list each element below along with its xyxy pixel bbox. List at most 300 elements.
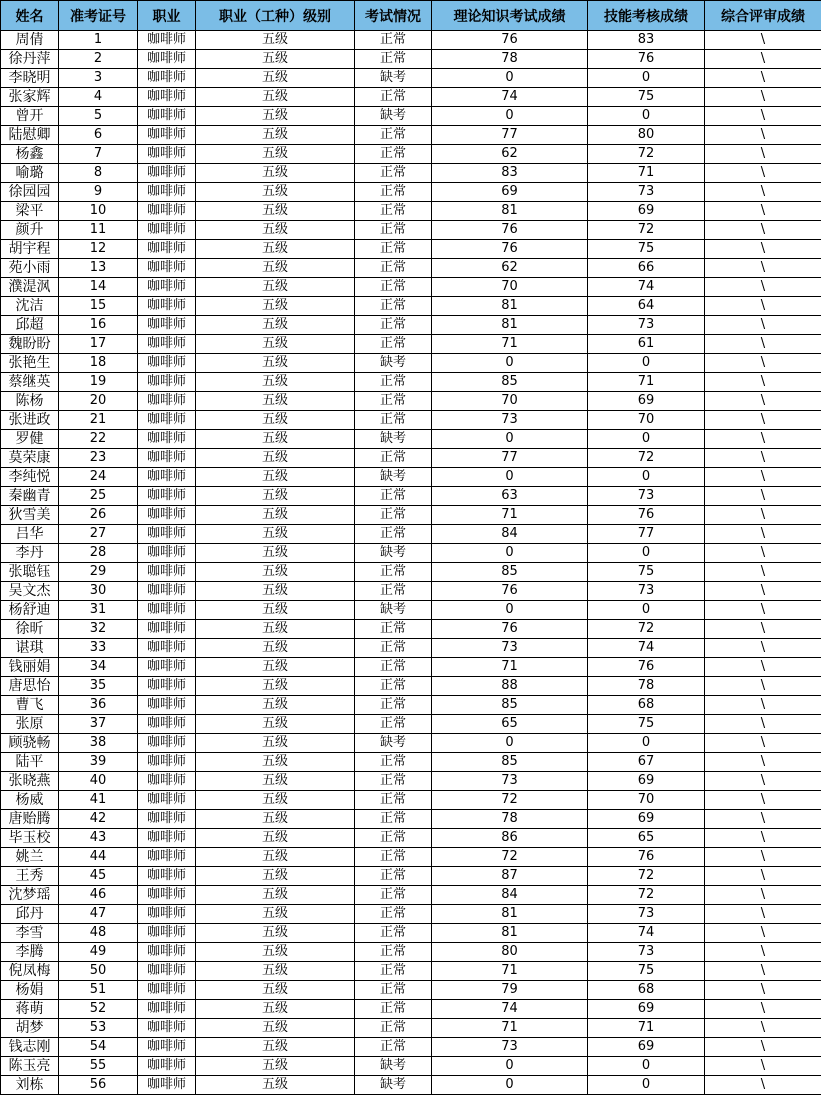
theory-score-cell: 77 xyxy=(432,449,588,468)
exam-status-cell: 正常 xyxy=(355,411,432,430)
level-cell: 五级 xyxy=(196,829,355,848)
overall-score-cell: \ xyxy=(705,468,821,487)
ticket-number-cell: 54 xyxy=(59,1038,138,1057)
skill-score-cell: 66 xyxy=(588,259,705,278)
skill-score-cell: 74 xyxy=(588,278,705,297)
table-row xyxy=(1,829,821,848)
name-cell: 吴文杰 xyxy=(1,582,59,601)
ticket-number-cell: 29 xyxy=(59,563,138,582)
exam-status-cell: 正常 xyxy=(355,582,432,601)
exam-status-cell: 正常 xyxy=(355,696,432,715)
ticket-number-cell: 51 xyxy=(59,981,138,1000)
skill-score-cell: 71 xyxy=(588,1019,705,1038)
occupation-cell: 咖啡师 xyxy=(138,658,196,677)
level-cell: 五级 xyxy=(196,563,355,582)
name-cell: 曹飞 xyxy=(1,696,59,715)
level-cell: 五级 xyxy=(196,981,355,1000)
occupation-cell: 咖啡师 xyxy=(138,487,196,506)
name-cell: 李纯悦 xyxy=(1,468,59,487)
name-cell: 张家辉 xyxy=(1,88,59,107)
exam-status-cell: 正常 xyxy=(355,658,432,677)
table-row xyxy=(1,867,821,886)
exam-status-cell: 正常 xyxy=(355,886,432,905)
level-cell: 五级 xyxy=(196,1057,355,1076)
ticket-number-cell: 20 xyxy=(59,392,138,411)
name-cell: 张晓燕 xyxy=(1,772,59,791)
overall-score-cell: \ xyxy=(705,753,821,772)
exam-status-cell: 正常 xyxy=(355,259,432,278)
ticket-number-cell: 49 xyxy=(59,943,138,962)
overall-score-cell: \ xyxy=(705,525,821,544)
theory-score-cell: 88 xyxy=(432,677,588,696)
skill-score-cell: 73 xyxy=(588,316,705,335)
exam-status-cell: 正常 xyxy=(355,126,432,145)
exam-status-cell: 正常 xyxy=(355,392,432,411)
exam-status-cell: 正常 xyxy=(355,715,432,734)
name-cell: 魏盼盼 xyxy=(1,335,59,354)
ticket-number-cell: 56 xyxy=(59,1076,138,1095)
ticket-number-cell: 43 xyxy=(59,829,138,848)
table-row xyxy=(1,753,821,772)
table-row xyxy=(1,924,821,943)
ticket-number-cell: 5 xyxy=(59,107,138,126)
name-cell: 唐贻腾 xyxy=(1,810,59,829)
exam-status-cell: 正常 xyxy=(355,240,432,259)
occupation-cell: 咖啡师 xyxy=(138,1076,196,1095)
skill-score-cell: 73 xyxy=(588,183,705,202)
theory-score-cell: 87 xyxy=(432,867,588,886)
occupation-cell: 咖啡师 xyxy=(138,772,196,791)
skill-score-cell: 78 xyxy=(588,677,705,696)
occupation-cell: 咖啡师 xyxy=(138,582,196,601)
theory-score-cell: 72 xyxy=(432,791,588,810)
skill-score-cell: 75 xyxy=(588,88,705,107)
occupation-cell: 咖啡师 xyxy=(138,183,196,202)
table-row xyxy=(1,240,821,259)
theory-score-cell: 74 xyxy=(432,1000,588,1019)
name-cell: 张原 xyxy=(1,715,59,734)
name-cell: 谌琪 xyxy=(1,639,59,658)
theory-score-cell: 79 xyxy=(432,981,588,1000)
level-cell: 五级 xyxy=(196,335,355,354)
theory-score-cell: 0 xyxy=(432,430,588,449)
ticket-number-cell: 42 xyxy=(59,810,138,829)
skill-score-cell: 72 xyxy=(588,221,705,240)
level-cell: 五级 xyxy=(196,50,355,69)
exam-status-cell: 正常 xyxy=(355,829,432,848)
level-cell: 五级 xyxy=(196,810,355,829)
overall-score-cell: \ xyxy=(705,107,821,126)
occupation-cell: 咖啡师 xyxy=(138,506,196,525)
ticket-number-cell: 46 xyxy=(59,886,138,905)
ticket-number-cell: 22 xyxy=(59,430,138,449)
ticket-number-cell: 7 xyxy=(59,145,138,164)
name-cell: 苑小雨 xyxy=(1,259,59,278)
overall-score-cell: \ xyxy=(705,202,821,221)
theory-score-cell: 76 xyxy=(432,31,588,50)
table-row xyxy=(1,582,821,601)
theory-score-cell: 77 xyxy=(432,126,588,145)
ticket-number-cell: 34 xyxy=(59,658,138,677)
skill-score-cell: 80 xyxy=(588,126,705,145)
occupation-cell: 咖啡师 xyxy=(138,1057,196,1076)
name-cell: 罗健 xyxy=(1,430,59,449)
theory-score-cell: 73 xyxy=(432,772,588,791)
level-cell: 五级 xyxy=(196,411,355,430)
col-header-ticket-number: 准考证号 xyxy=(59,1,138,31)
overall-score-cell: \ xyxy=(705,829,821,848)
level-cell: 五级 xyxy=(196,601,355,620)
exam-status-cell: 缺考 xyxy=(355,107,432,126)
theory-score-cell: 62 xyxy=(432,145,588,164)
level-cell: 五级 xyxy=(196,107,355,126)
skill-score-cell: 69 xyxy=(588,772,705,791)
skill-score-cell: 0 xyxy=(588,601,705,620)
exam-status-cell: 正常 xyxy=(355,373,432,392)
ticket-number-cell: 35 xyxy=(59,677,138,696)
table-row xyxy=(1,734,821,753)
occupation-cell: 咖啡师 xyxy=(138,354,196,373)
exam-status-cell: 缺考 xyxy=(355,468,432,487)
ticket-number-cell: 52 xyxy=(59,1000,138,1019)
skill-score-cell: 0 xyxy=(588,69,705,88)
exam-status-cell: 正常 xyxy=(355,278,432,297)
occupation-cell: 咖啡师 xyxy=(138,107,196,126)
col-header-occupation: 职业 xyxy=(138,1,196,31)
name-cell: 吕华 xyxy=(1,525,59,544)
table-row xyxy=(1,449,821,468)
table-row xyxy=(1,848,821,867)
overall-score-cell: \ xyxy=(705,734,821,753)
table-row xyxy=(1,1076,821,1095)
overall-score-cell: \ xyxy=(705,658,821,677)
level-cell: 五级 xyxy=(196,905,355,924)
theory-score-cell: 0 xyxy=(432,468,588,487)
name-cell: 姚兰 xyxy=(1,848,59,867)
overall-score-cell: \ xyxy=(705,867,821,886)
overall-score-cell: \ xyxy=(705,335,821,354)
occupation-cell: 咖啡师 xyxy=(138,69,196,88)
theory-score-cell: 71 xyxy=(432,962,588,981)
occupation-cell: 咖啡师 xyxy=(138,88,196,107)
skill-score-cell: 64 xyxy=(588,297,705,316)
occupation-cell: 咖啡师 xyxy=(138,696,196,715)
level-cell: 五级 xyxy=(196,753,355,772)
table-row xyxy=(1,145,821,164)
overall-score-cell: \ xyxy=(705,164,821,183)
theory-score-cell: 83 xyxy=(432,164,588,183)
theory-score-cell: 84 xyxy=(432,525,588,544)
ticket-number-cell: 21 xyxy=(59,411,138,430)
name-cell: 徐园园 xyxy=(1,183,59,202)
col-header-skill-score: 技能考核成绩 xyxy=(588,1,705,31)
skill-score-cell: 75 xyxy=(588,240,705,259)
table-row xyxy=(1,278,821,297)
ticket-number-cell: 13 xyxy=(59,259,138,278)
overall-score-cell: \ xyxy=(705,715,821,734)
name-cell: 陈杨 xyxy=(1,392,59,411)
skill-score-cell: 73 xyxy=(588,582,705,601)
theory-score-cell: 78 xyxy=(432,50,588,69)
ticket-number-cell: 1 xyxy=(59,31,138,50)
overall-score-cell: \ xyxy=(705,943,821,962)
skill-score-cell: 69 xyxy=(588,1000,705,1019)
name-cell: 喻璐 xyxy=(1,164,59,183)
name-cell: 钱丽娟 xyxy=(1,658,59,677)
exam-status-cell: 正常 xyxy=(355,335,432,354)
occupation-cell: 咖啡师 xyxy=(138,430,196,449)
name-cell: 邱超 xyxy=(1,316,59,335)
occupation-cell: 咖啡师 xyxy=(138,867,196,886)
level-cell: 五级 xyxy=(196,316,355,335)
skill-score-cell: 74 xyxy=(588,639,705,658)
skill-score-cell: 75 xyxy=(588,715,705,734)
occupation-cell: 咖啡师 xyxy=(138,297,196,316)
level-cell: 五级 xyxy=(196,734,355,753)
table-row xyxy=(1,316,821,335)
exam-status-cell: 正常 xyxy=(355,449,432,468)
table-row xyxy=(1,563,821,582)
exam-status-cell: 缺考 xyxy=(355,601,432,620)
table-row xyxy=(1,259,821,278)
overall-score-cell: \ xyxy=(705,506,821,525)
theory-score-cell: 73 xyxy=(432,639,588,658)
table-row xyxy=(1,772,821,791)
level-cell: 五级 xyxy=(196,392,355,411)
table-row xyxy=(1,31,821,50)
name-cell: 狄雪美 xyxy=(1,506,59,525)
ticket-number-cell: 15 xyxy=(59,297,138,316)
overall-score-cell: \ xyxy=(705,373,821,392)
level-cell: 五级 xyxy=(196,69,355,88)
level-cell: 五级 xyxy=(196,848,355,867)
overall-score-cell: \ xyxy=(705,962,821,981)
table-row xyxy=(1,69,821,88)
name-cell: 张进政 xyxy=(1,411,59,430)
name-cell: 梁平 xyxy=(1,202,59,221)
exam-status-cell: 正常 xyxy=(355,221,432,240)
name-cell: 李雪 xyxy=(1,924,59,943)
skill-score-cell: 74 xyxy=(588,924,705,943)
table-row xyxy=(1,791,821,810)
col-header-level: 职业（工种）级别 xyxy=(196,1,355,31)
level-cell: 五级 xyxy=(196,183,355,202)
theory-score-cell: 76 xyxy=(432,221,588,240)
skill-score-cell: 76 xyxy=(588,50,705,69)
table-row xyxy=(1,392,821,411)
level-cell: 五级 xyxy=(196,658,355,677)
table-row xyxy=(1,905,821,924)
occupation-cell: 咖啡师 xyxy=(138,848,196,867)
exam-status-cell: 正常 xyxy=(355,962,432,981)
occupation-cell: 咖啡师 xyxy=(138,791,196,810)
exam-status-cell: 正常 xyxy=(355,867,432,886)
theory-score-cell: 72 xyxy=(432,848,588,867)
overall-score-cell: \ xyxy=(705,69,821,88)
overall-score-cell: \ xyxy=(705,487,821,506)
level-cell: 五级 xyxy=(196,468,355,487)
name-cell: 沈洁 xyxy=(1,297,59,316)
skill-score-cell: 71 xyxy=(588,373,705,392)
skill-score-cell: 0 xyxy=(588,107,705,126)
name-cell: 倪凤梅 xyxy=(1,962,59,981)
level-cell: 五级 xyxy=(196,1076,355,1095)
ticket-number-cell: 44 xyxy=(59,848,138,867)
overall-score-cell: \ xyxy=(705,297,821,316)
occupation-cell: 咖啡师 xyxy=(138,715,196,734)
ticket-number-cell: 36 xyxy=(59,696,138,715)
exam-status-cell: 缺考 xyxy=(355,1057,432,1076)
level-cell: 五级 xyxy=(196,240,355,259)
skill-score-cell: 69 xyxy=(588,810,705,829)
name-cell: 邱丹 xyxy=(1,905,59,924)
overall-score-cell: \ xyxy=(705,221,821,240)
theory-score-cell: 0 xyxy=(432,1057,588,1076)
theory-score-cell: 76 xyxy=(432,620,588,639)
skill-score-cell: 72 xyxy=(588,867,705,886)
level-cell: 五级 xyxy=(196,31,355,50)
overall-score-cell: \ xyxy=(705,278,821,297)
level-cell: 五级 xyxy=(196,506,355,525)
name-cell: 杨娟 xyxy=(1,981,59,1000)
ticket-number-cell: 26 xyxy=(59,506,138,525)
overall-score-cell: \ xyxy=(705,886,821,905)
ticket-number-cell: 17 xyxy=(59,335,138,354)
occupation-cell: 咖啡师 xyxy=(138,50,196,69)
overall-score-cell: \ xyxy=(705,449,821,468)
ticket-number-cell: 23 xyxy=(59,449,138,468)
overall-score-cell: \ xyxy=(705,601,821,620)
theory-score-cell: 71 xyxy=(432,1019,588,1038)
ticket-number-cell: 53 xyxy=(59,1019,138,1038)
level-cell: 五级 xyxy=(196,867,355,886)
theory-score-cell: 78 xyxy=(432,810,588,829)
name-cell: 张聪钰 xyxy=(1,563,59,582)
skill-score-cell: 65 xyxy=(588,829,705,848)
exam-status-cell: 正常 xyxy=(355,316,432,335)
exam-status-cell: 正常 xyxy=(355,525,432,544)
name-cell: 濮湜沨 xyxy=(1,278,59,297)
occupation-cell: 咖啡师 xyxy=(138,677,196,696)
theory-score-cell: 81 xyxy=(432,905,588,924)
exam-status-cell: 正常 xyxy=(355,164,432,183)
table-row xyxy=(1,1019,821,1038)
table-row xyxy=(1,487,821,506)
skill-score-cell: 83 xyxy=(588,31,705,50)
level-cell: 五级 xyxy=(196,715,355,734)
skill-score-cell: 73 xyxy=(588,905,705,924)
col-header-overall-score: 综合评审成绩 xyxy=(705,1,821,31)
name-cell: 王秀 xyxy=(1,867,59,886)
occupation-cell: 咖啡师 xyxy=(138,221,196,240)
overall-score-cell: \ xyxy=(705,905,821,924)
overall-score-cell: \ xyxy=(705,696,821,715)
exam-status-cell: 正常 xyxy=(355,924,432,943)
theory-score-cell: 80 xyxy=(432,943,588,962)
ticket-number-cell: 19 xyxy=(59,373,138,392)
ticket-number-cell: 16 xyxy=(59,316,138,335)
ticket-number-cell: 33 xyxy=(59,639,138,658)
level-cell: 五级 xyxy=(196,373,355,392)
table-row xyxy=(1,715,821,734)
overall-score-cell: \ xyxy=(705,924,821,943)
name-cell: 沈梦瑶 xyxy=(1,886,59,905)
table-row xyxy=(1,107,821,126)
occupation-cell: 咖啡师 xyxy=(138,240,196,259)
table-row xyxy=(1,202,821,221)
skill-score-cell: 73 xyxy=(588,487,705,506)
ticket-number-cell: 3 xyxy=(59,69,138,88)
theory-score-cell: 0 xyxy=(432,1076,588,1095)
name-cell: 曾开 xyxy=(1,107,59,126)
table-row xyxy=(1,1000,821,1019)
theory-score-cell: 0 xyxy=(432,601,588,620)
ticket-number-cell: 11 xyxy=(59,221,138,240)
name-cell: 唐思怡 xyxy=(1,677,59,696)
table-row xyxy=(1,1038,821,1057)
level-cell: 五级 xyxy=(196,639,355,658)
occupation-cell: 咖啡师 xyxy=(138,392,196,411)
theory-score-cell: 85 xyxy=(432,696,588,715)
ticket-number-cell: 31 xyxy=(59,601,138,620)
skill-score-cell: 61 xyxy=(588,335,705,354)
ticket-number-cell: 27 xyxy=(59,525,138,544)
occupation-cell: 咖啡师 xyxy=(138,126,196,145)
theory-score-cell: 0 xyxy=(432,544,588,563)
skill-score-cell: 0 xyxy=(588,354,705,373)
level-cell: 五级 xyxy=(196,126,355,145)
overall-score-cell: \ xyxy=(705,772,821,791)
level-cell: 五级 xyxy=(196,696,355,715)
ticket-number-cell: 4 xyxy=(59,88,138,107)
occupation-cell: 咖啡师 xyxy=(138,563,196,582)
table-row xyxy=(1,411,821,430)
theory-score-cell: 76 xyxy=(432,582,588,601)
table-row xyxy=(1,658,821,677)
overall-score-cell: \ xyxy=(705,1057,821,1076)
overall-score-cell: \ xyxy=(705,354,821,373)
level-cell: 五级 xyxy=(196,202,355,221)
theory-score-cell: 70 xyxy=(432,278,588,297)
skill-score-cell: 71 xyxy=(588,164,705,183)
ticket-number-cell: 48 xyxy=(59,924,138,943)
table-row xyxy=(1,430,821,449)
level-cell: 五级 xyxy=(196,278,355,297)
occupation-cell: 咖啡师 xyxy=(138,639,196,658)
occupation-cell: 咖啡师 xyxy=(138,468,196,487)
skill-score-cell: 76 xyxy=(588,506,705,525)
table-row xyxy=(1,677,821,696)
table-row xyxy=(1,962,821,981)
level-cell: 五级 xyxy=(196,677,355,696)
name-cell: 刘栋 xyxy=(1,1076,59,1095)
level-cell: 五级 xyxy=(196,259,355,278)
name-cell: 钱志刚 xyxy=(1,1038,59,1057)
occupation-cell: 咖啡师 xyxy=(138,753,196,772)
table-row xyxy=(1,335,821,354)
exam-status-cell: 正常 xyxy=(355,563,432,582)
overall-score-cell: \ xyxy=(705,544,821,563)
table-row xyxy=(1,88,821,107)
name-cell: 陈玉亮 xyxy=(1,1057,59,1076)
name-cell: 胡梦 xyxy=(1,1019,59,1038)
level-cell: 五级 xyxy=(196,487,355,506)
occupation-cell: 咖啡师 xyxy=(138,202,196,221)
occupation-cell: 咖啡师 xyxy=(138,278,196,297)
exam-status-cell: 正常 xyxy=(355,202,432,221)
theory-score-cell: 71 xyxy=(432,506,588,525)
theory-score-cell: 81 xyxy=(432,924,588,943)
